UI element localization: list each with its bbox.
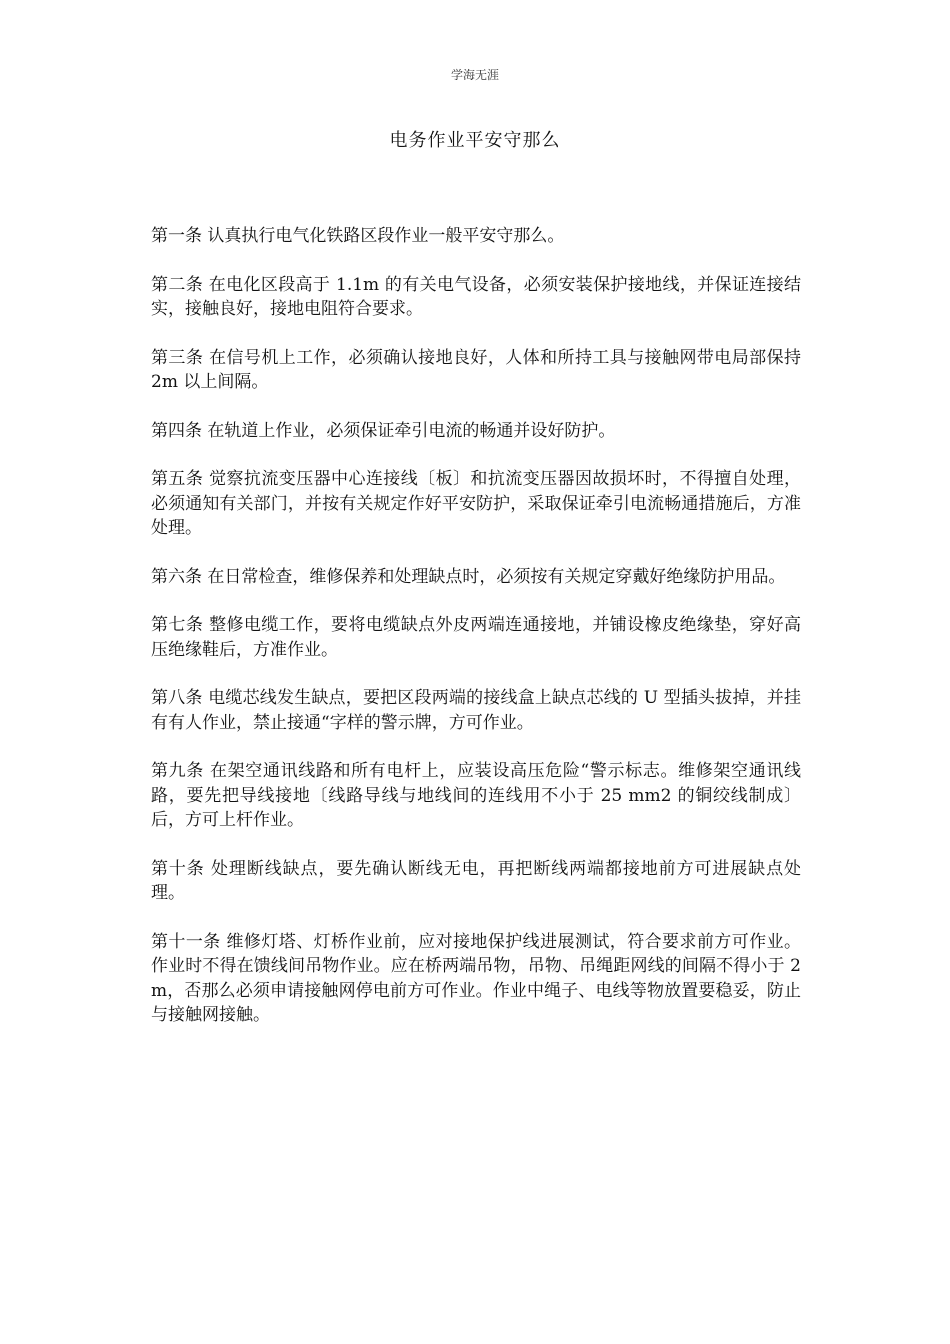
clause-11: 第十一条 维修灯塔、灯桥作业前，应对接地保护线进展测试，符合要求前方可作业。作业时不得在馈线间吊物作业。应在桥两端吊物，吊物、吊绳距网线的间隔不得小于 2 m，否那么必须申请接触网停电前方可作业。作业中绳子、电线等物放置要稳妥，防止与接触网接触。 <box>151 931 801 1025</box>
clause-5: 第五条 觉察抗流变压器中心连接线〔板〕和抗流变压器因故损坏时，不得擅自处理，必须通知有关部门，并按有关规定作好平安防护，采取保证牵引电流畅通措施后，方准处理。 <box>151 469 801 538</box>
clause-6: 第六条 在日常检查，维修保养和处理缺点时，必须按有关规定穿戴好绝缘防护用品。 <box>151 566 786 587</box>
clause-7: 第七条 整修电缆工作，要将电缆缺点外皮两端连通接地，并铺设橡皮绝缘垫，穿好高压绝缘鞋后，方准作业。 <box>151 615 801 660</box>
clause-8: 第八条 电缆芯线发生缺点，要把区段两端的接线盒上缺点芯线的 U 型插头拔掉，并挂有有人作业，禁止接通“字样的警示牌，方可作业。 <box>151 688 801 733</box>
document-body <box>151 224 801 1052</box>
clause-2: 第二条 在电化区段高于 1.1m 的有关电气设备，必须安装保护接地线，并保证连接结实，接触良好，接地电阻符合要求。 <box>151 274 801 319</box>
document-title: 电务作业平安守那么 <box>389 130 561 151</box>
clause-1: 第一条 认真执行电气化铁路区段作业一般平安守那么。 <box>151 226 565 246</box>
clause-3: 第三条 在信号机上工作，必须确认接地良好，人体和所持工具与接触网带电局部保持 2m 以上间隔。 <box>151 347 801 392</box>
clause-4: 第四条 在轨道上作业，必须保证牵引电流的畅通并设好防护。 <box>151 420 616 441</box>
clause-10: 第十条 处理断线缺点，要先确认断线无电，再把断线两端都接地前方可进展缺点处理。 <box>151 858 801 903</box>
clause-9: 第九条 在架空通讯线路和所有电杆上，应装设高压危险“警示标志。维修架空通讯线路，要先把导线接地〔线路导线与地线间的连线用不小于 25 mm2 的铜绞线制成〕后，方可上杆作业。 <box>151 761 801 830</box>
page-header: 学海无涯 <box>450 68 499 82</box>
